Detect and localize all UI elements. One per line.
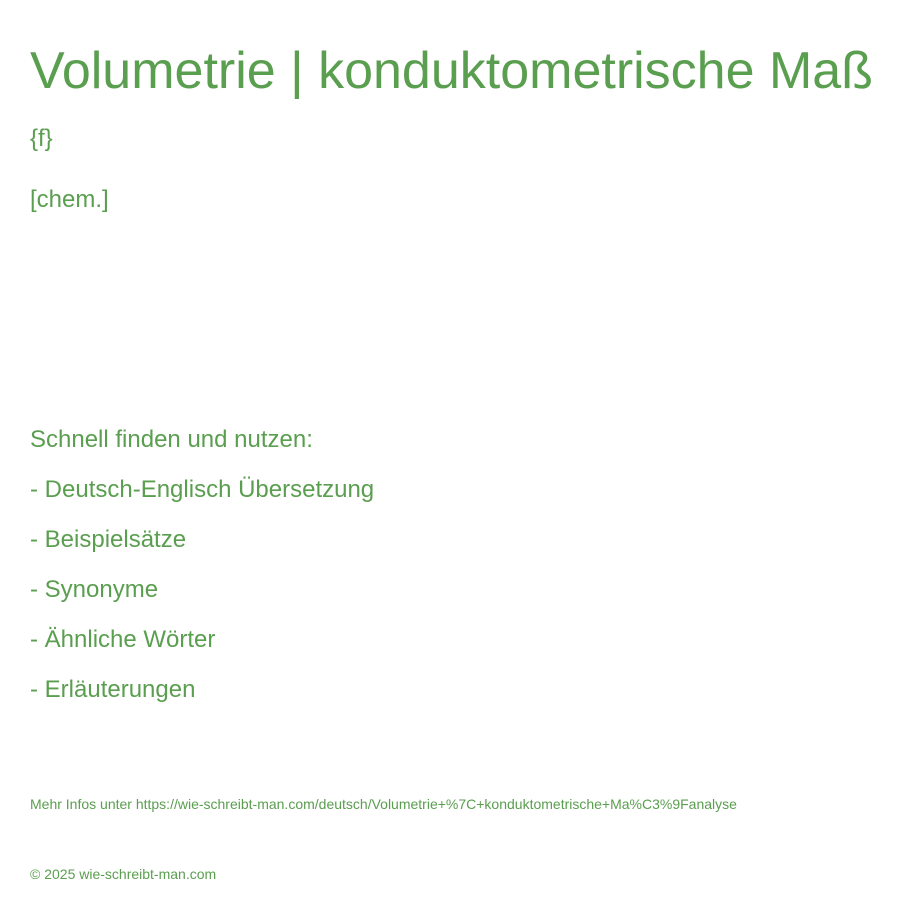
copyright-notice: © 2025 wie-schreibt-man.com [30, 866, 217, 882]
feature-item-similar-words: - Ähnliche Wörter [30, 626, 216, 653]
feature-item-translation: - Deutsch-Englisch Übersetzung [30, 476, 375, 503]
feature-list [30, 424, 374, 724]
gender-label: {f} [30, 125, 53, 152]
page-title: Volumetrie | konduktometrische Maß [30, 42, 873, 100]
feature-item-example-sentences: - Beispielsätze [30, 526, 187, 553]
more-info-link[interactable]: https://wie-schreibt-man.com/deutsch/Volumetrie+%7C+konduktometrische+Ma%C3%9Fanalyse [135, 796, 737, 812]
feature-list-intro: Schnell finden und nutzen: [30, 426, 313, 453]
more-info-line [30, 795, 737, 813]
subject-field-label: [chem.] [30, 186, 109, 213]
more-info-prefix: Mehr Infos unter [30, 796, 136, 812]
feature-item-synonyms: - Synonyme [30, 576, 159, 603]
feature-item-explanations: - Erläuterungen [30, 676, 196, 703]
